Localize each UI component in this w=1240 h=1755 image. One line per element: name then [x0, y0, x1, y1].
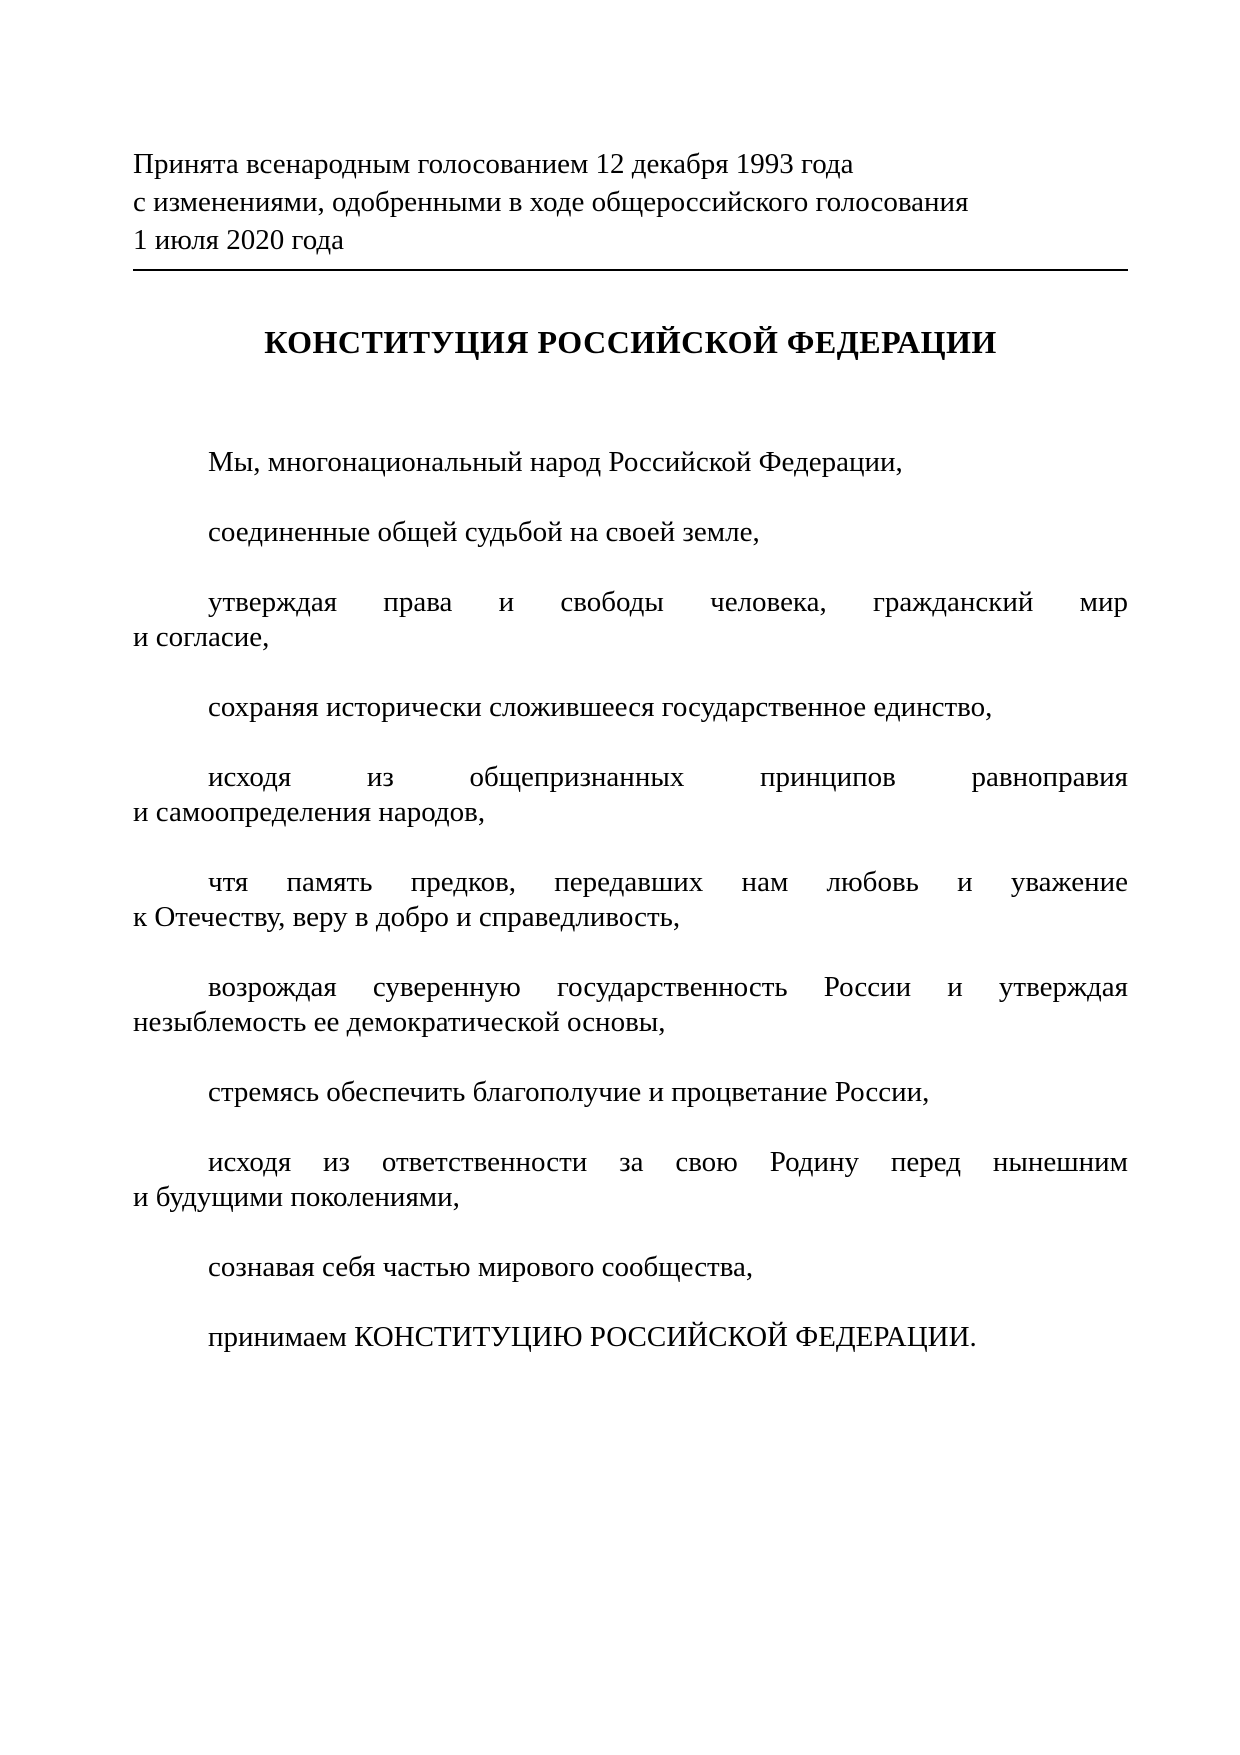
paragraph-line: чтя память предков, передавших нам любовь и уважение	[208, 866, 1128, 898]
paragraph-line: сохраняя исторически сложившееся государственное единство,	[208, 691, 993, 723]
adoption-note-line: с изменениями, одобренными в ходе общероссийского голосования	[133, 186, 969, 218]
preamble	[133, 445, 1128, 1355]
adoption-note-line: Принята всенародным голосованием 12 декабря 1993 года	[133, 148, 854, 180]
horizontal-rule	[133, 269, 1128, 271]
paragraph-line: возрождая суверенную государственность России и утверждая	[208, 971, 1128, 1003]
document-title: КОНСТИТУЦИЯ РОССИЙСКОЙ ФЕДЕРАЦИИ	[264, 324, 997, 360]
paragraph-line: сознавая себя частью мирового сообщества,	[208, 1251, 754, 1283]
preamble-paragraph	[133, 970, 1128, 1040]
preamble-paragraph	[133, 1145, 1128, 1215]
paragraph-line: стремясь обеспечить благополучие и процветание России,	[208, 1076, 930, 1108]
paragraph-line: Мы, многонациональный народ Российской Федерации,	[208, 446, 903, 478]
preamble-paragraph	[133, 760, 1128, 830]
preamble-paragraph	[133, 865, 1128, 935]
preamble-paragraph	[133, 515, 1128, 550]
paragraph-line: незыблемость ее демократической основы,	[133, 1006, 666, 1038]
preamble-paragraph	[133, 445, 1128, 480]
paragraph-line: и будущими поколениями,	[133, 1181, 460, 1213]
paragraph-line: исходя из общепризнанных принципов равноправия	[208, 761, 1128, 793]
preamble-paragraph	[133, 1075, 1128, 1110]
preamble-paragraph	[133, 585, 1128, 655]
preamble-paragraph	[133, 1320, 1128, 1355]
paragraph-line: к Отечеству, веру в добро и справедливость,	[133, 901, 681, 933]
paragraph-line: и самоопределения народов,	[133, 796, 486, 828]
preamble-paragraph	[133, 1250, 1128, 1285]
paragraph-line: соединенные общей судьбой на своей земле,	[208, 516, 760, 548]
preamble-paragraph	[133, 690, 1128, 725]
paragraph-line: принимаем КОНСТИТУЦИЮ РОССИЙСКОЙ ФЕДЕРАЦИИ.	[208, 1321, 977, 1353]
adoption-note	[133, 145, 1128, 259]
paragraph-line: и согласие,	[133, 621, 270, 653]
adoption-note-line: 1 июля 2020 года	[133, 224, 344, 256]
paragraph-line: утверждая права и свободы человека, гражданский мир	[208, 586, 1128, 618]
paragraph-line: исходя из ответственности за свою Родину перед нынешним	[208, 1146, 1128, 1178]
